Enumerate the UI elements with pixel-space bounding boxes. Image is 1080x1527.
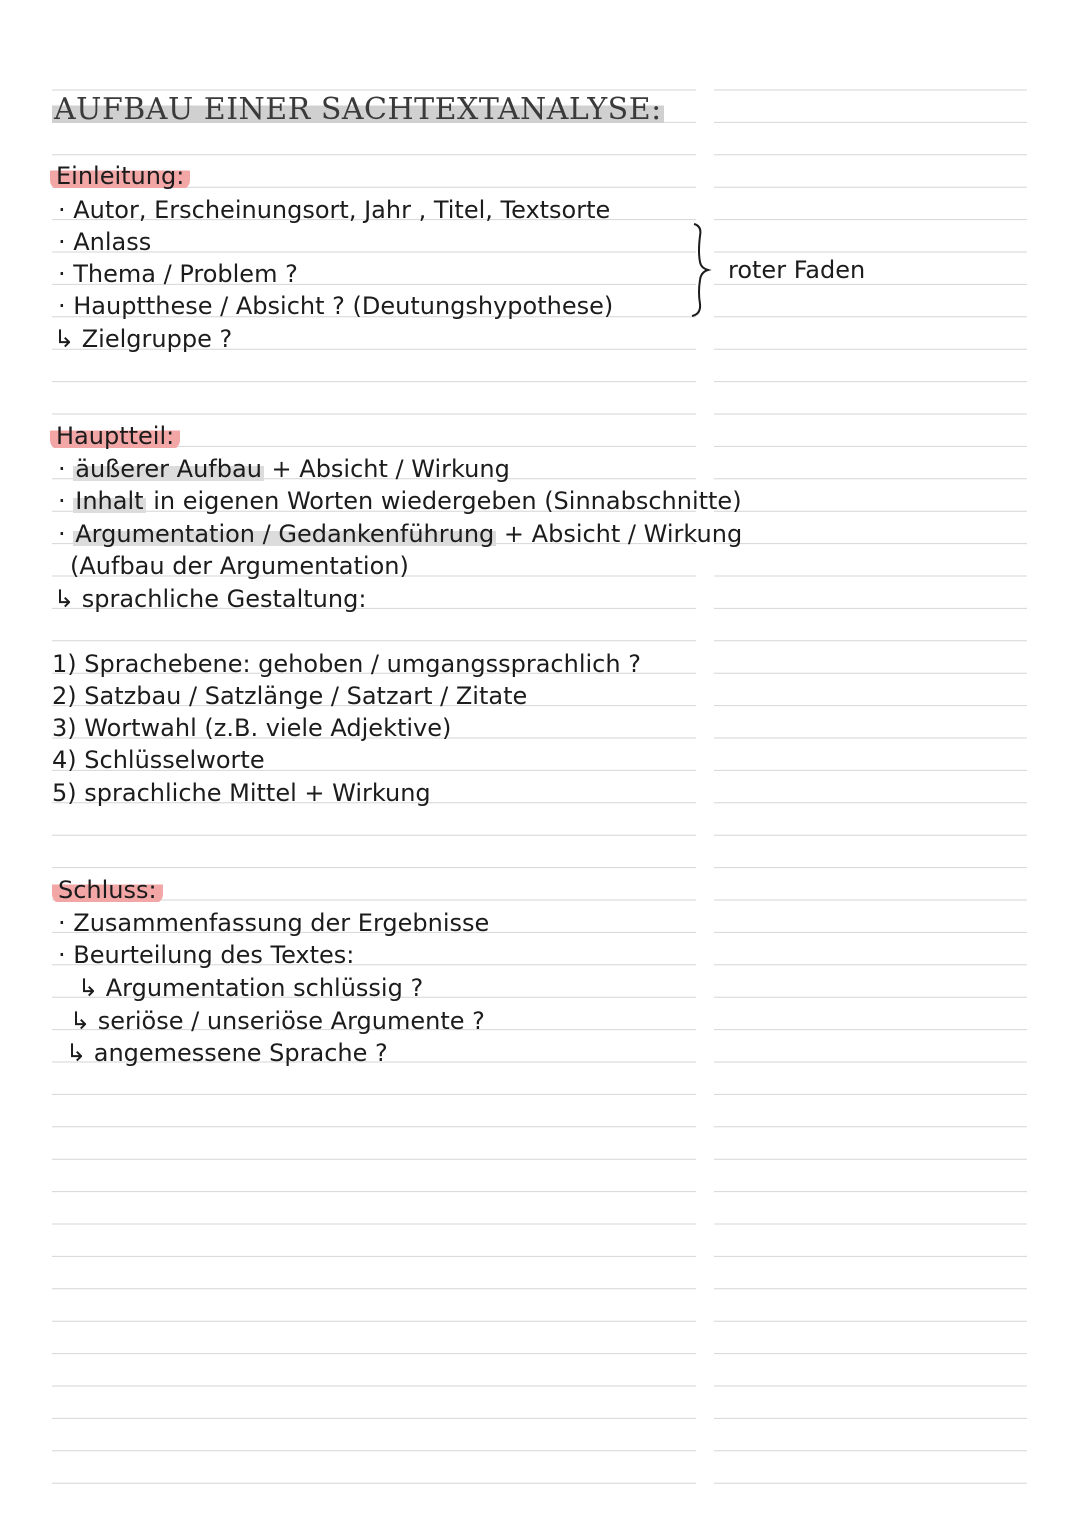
- section-heading-schluss: Schluss:: [52, 876, 163, 904]
- einleitung-line-5: ↳ Zielgruppe ?: [54, 325, 233, 353]
- einleitung-line-3: · Thema / Problem ?: [58, 260, 298, 288]
- numbered-item-2: 2) Satzbau / Satzlänge / Satzart / Zitate: [52, 682, 528, 710]
- highlight-argumentation: Argumentation / Gedankenführung: [75, 520, 495, 548]
- section-heading-hauptteil: Hauptteil:: [50, 422, 180, 450]
- hauptteil-line-2: · Inhalt in eigenen Worten wiedergeben (Sinnabschnitte): [58, 487, 742, 515]
- schluss-line-2: · Beurteilung des Textes:: [58, 941, 355, 969]
- numbered-item-3: 3) Wortwahl (z.B. viele Adjektive): [52, 714, 452, 742]
- page-title: AUFBAU EINER SACHTEXTANALYSE:: [54, 92, 662, 127]
- schluss-line-4: ↳ seriöse / unseriöse Argumente ?: [70, 1007, 485, 1035]
- hauptteil-line-4: (Aufbau der Argumentation): [70, 552, 409, 580]
- schluss-line-3: ↳ Argumentation schlüssig ?: [78, 974, 424, 1002]
- schluss-line-1: · Zusammenfassung der Ergebnisse: [58, 909, 490, 937]
- numbered-item-4: 4) Schlüsselworte: [52, 746, 265, 774]
- hauptteil-line-5: ↳ sprachliche Gestaltung:: [54, 585, 367, 613]
- einleitung-line-1: · Autor, Erscheinungsort, Jahr , Titel, Textsorte: [58, 196, 611, 224]
- section-heading-einleitung: Einleitung:: [50, 162, 190, 190]
- hauptteil-line-2-rest: in eigenen Worten wiedergeben (Sinnabschnitte): [145, 487, 742, 515]
- numbered-item-1: 1) Sprachebene: gehoben / umgangssprachlich ?: [52, 650, 641, 678]
- highlight-aeusserer-aufbau: äußerer Aufbau: [75, 455, 262, 483]
- highlight-inhalt: Inhalt: [75, 487, 144, 515]
- curly-brace: [688, 222, 712, 318]
- hauptteil-line-3-rest: + Absicht / Wirkung: [496, 520, 743, 548]
- hauptteil-line-1: · äußerer Aufbau + Absicht / Wirkung: [58, 455, 510, 483]
- schluss-line-5: ↳ angemessene Sprache ?: [66, 1039, 388, 1067]
- numbered-item-5: 5) sprachliche Mittel + Wirkung: [52, 779, 431, 807]
- brace-note: roter Faden: [728, 256, 866, 284]
- hauptteil-line-1-rest: + Absicht / Wirkung: [263, 455, 510, 483]
- einleitung-line-4: · Hauptthese / Absicht ? (Deutungshypothese): [58, 292, 614, 320]
- hauptteil-line-3: · Argumentation / Gedankenführung + Absicht / Wirkung: [58, 520, 743, 548]
- einleitung-line-2: · Anlass: [58, 228, 152, 256]
